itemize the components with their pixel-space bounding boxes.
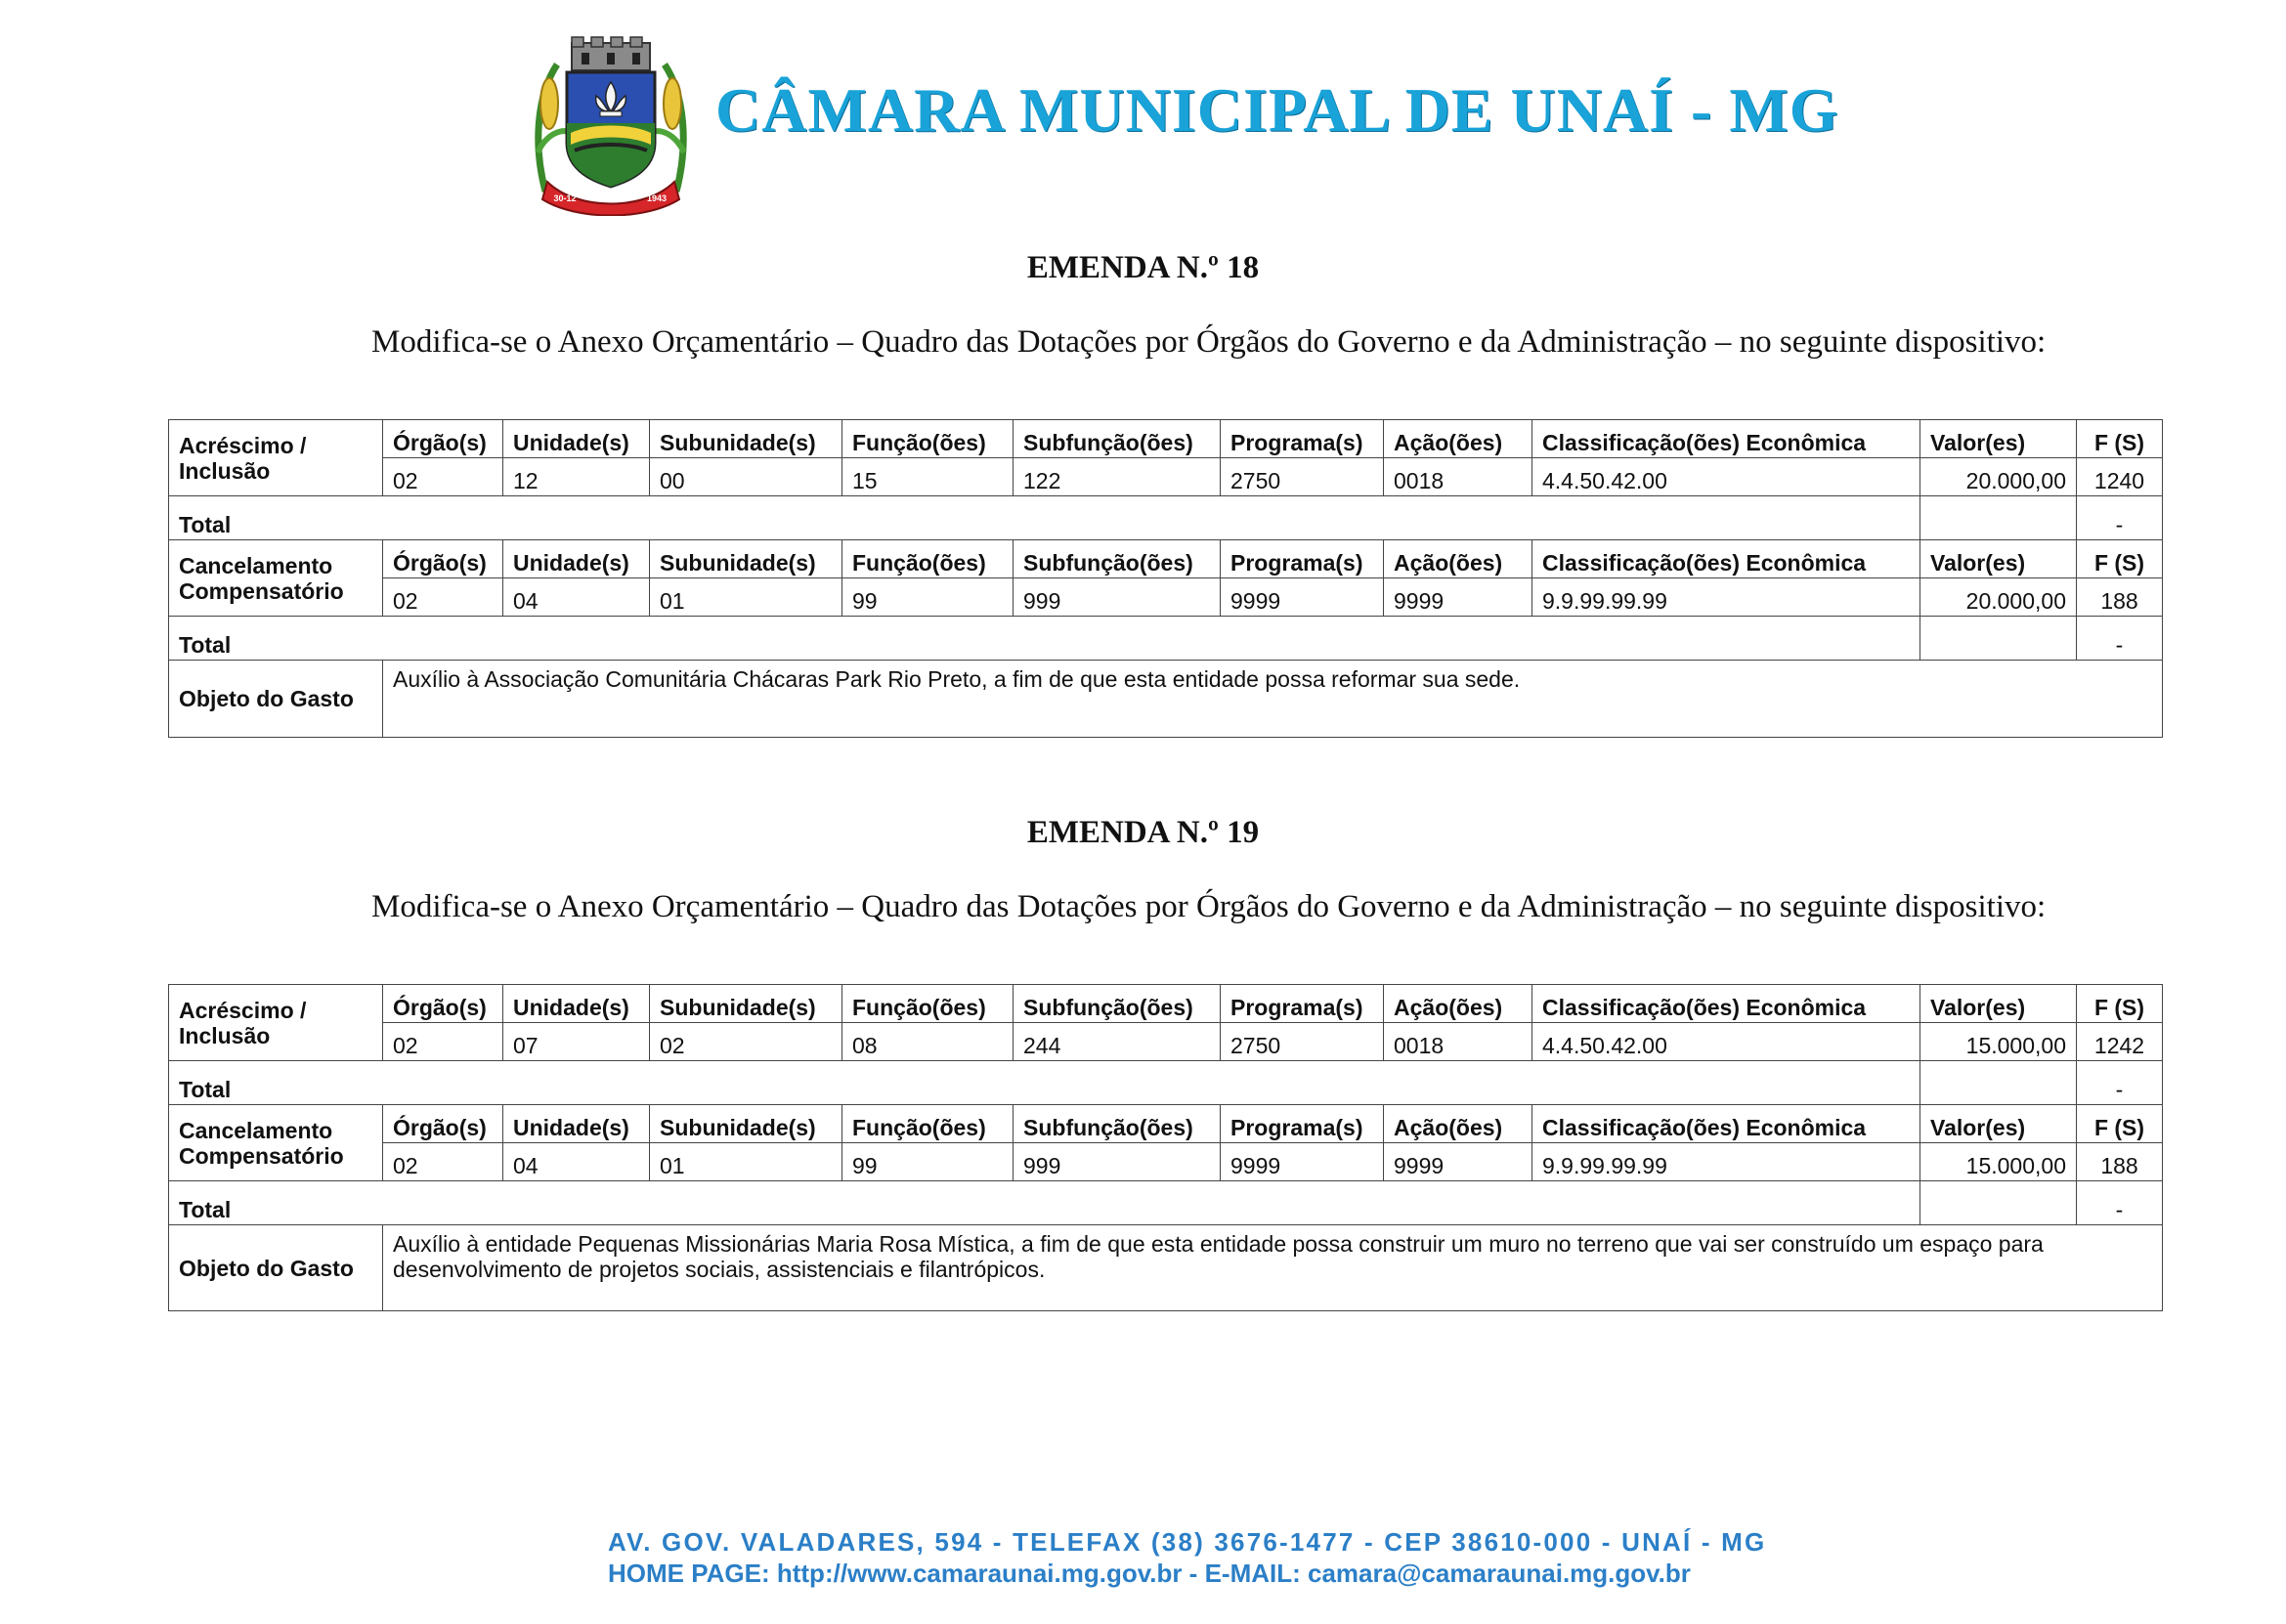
col-unidade: Unidade(s): [503, 1105, 650, 1143]
col-funcao: Função(ões): [842, 985, 1014, 1023]
municipal-coat-of-arms: [528, 35, 694, 216]
cell-fs: 188: [2077, 1143, 2163, 1181]
cell-funcao: 08: [842, 1023, 1014, 1061]
seal-ribbon-text: UNAÍ: [595, 187, 626, 201]
cancellation-header-row: [169, 1105, 2163, 1143]
col-subfuncao: Subfunção(ões): [1014, 420, 1221, 458]
cell-orgao: 02: [383, 1023, 503, 1061]
cell-unidade: 04: [503, 578, 650, 617]
cancellation-total-row: [169, 617, 2163, 661]
total-label: Total: [169, 496, 1920, 540]
cell-subfuncao: 244: [1014, 1023, 1221, 1061]
col-classificacao: Classificação(ões) Econômica: [1532, 985, 1920, 1023]
cell-acao: 0018: [1384, 458, 1532, 496]
amendment-intro: Modifica-se o Anexo Orçamentário – Quadro das Dotações por Órgãos do Governo e da Administração – no seguinte dispositivo:: [371, 324, 2047, 360]
footer-contact: HOME PAGE: http://www.camaraunai.mg.gov.br - E-MAIL: camara@camaraunai.mg.gov.br: [608, 1559, 1691, 1588]
footer-address: AV. GOV. VALADARES, 594 - TELEFAX (38) 3676-1477 - CEP 38610-000 - UNAÍ - MG: [608, 1527, 1767, 1557]
cell-acao: 9999: [1384, 1143, 1532, 1181]
cell-orgao: 02: [383, 458, 503, 496]
expense-object-text: Auxílio à Associação Comunitária Chácaras Park Rio Preto, a fim de que esta entidade possa reformar sua sede.: [383, 661, 2163, 738]
col-valor: Valor(es): [1920, 1105, 2077, 1143]
col-acao: Ação(ões): [1384, 985, 1532, 1023]
col-fs: F (S): [2077, 540, 2163, 578]
cell-fs: 1242: [2077, 1023, 2163, 1061]
col-programa: Programa(s): [1221, 420, 1384, 458]
col-fs: F (S): [2077, 420, 2163, 458]
total-fs: -: [2077, 617, 2163, 661]
cancellation-label: Cancelamento Compensatório: [169, 540, 383, 617]
col-subfuncao: Subfunção(ões): [1014, 985, 1221, 1023]
expense-object-label: Objeto do Gasto: [169, 1225, 383, 1311]
col-subfuncao: Subfunção(ões): [1014, 540, 1221, 578]
expense-object-text: Auxílio à entidade Pequenas Missionárias Maria Rosa Mística, a fim de que esta entidade possa construir um muro no terreno que vai ser construído um espaço para desenvolvimento de projetos sociais, assistenciais e filantrópicos.: [383, 1225, 2163, 1311]
cell-funcao: 99: [842, 1143, 1014, 1181]
cell-subfuncao: 122: [1014, 458, 1221, 496]
col-funcao: Função(ões): [842, 540, 1014, 578]
col-acao: Ação(ões): [1384, 540, 1532, 578]
col-orgao: Órgão(s): [383, 540, 503, 578]
col-classificacao: Classificação(ões) Econômica: [1532, 540, 1920, 578]
col-unidade: Unidade(s): [503, 420, 650, 458]
seal-right-date: 1943: [646, 193, 668, 203]
page-footer: [608, 1526, 1766, 1589]
col-fs: F (S): [2077, 1105, 2163, 1143]
cell-funcao: 15: [842, 458, 1014, 496]
cell-valor: 20.000,00: [1920, 458, 2077, 496]
cell-subunidade: 01: [650, 1143, 842, 1181]
col-subunidade: Subunidade(s): [650, 540, 842, 578]
cell-subunidade: 02: [650, 1023, 842, 1061]
total-valor: [1920, 1181, 2077, 1225]
addition-header-row: [169, 420, 2163, 458]
col-orgao: Órgão(s): [383, 985, 503, 1023]
cell-valor: 20.000,00: [1920, 578, 2077, 617]
total-valor: [1920, 1061, 2077, 1105]
total-fs: -: [2077, 1181, 2163, 1225]
col-subunidade: Subunidade(s): [650, 985, 842, 1023]
cell-programa: 9999: [1221, 578, 1384, 617]
expense-object-label: Objeto do Gasto: [169, 661, 383, 738]
cell-subunidade: 00: [650, 458, 842, 496]
addition-header-row: [169, 985, 2163, 1023]
cancellation-values-row: [169, 578, 2163, 617]
cell-unidade: 12: [503, 458, 650, 496]
addition-total-row: [169, 496, 2163, 540]
cancellation-label: Cancelamento Compensatório: [169, 1105, 383, 1181]
cell-subfuncao: 999: [1014, 1143, 1221, 1181]
col-acao: Ação(ões): [1384, 420, 1532, 458]
cell-unidade: 04: [503, 1143, 650, 1181]
cell-unidade: 07: [503, 1023, 650, 1061]
col-classificacao: Classificação(ões) Econômica: [1532, 1105, 1920, 1143]
cell-acao: 9999: [1384, 578, 1532, 617]
addition-values-row: [169, 458, 2163, 496]
col-subfuncao: Subfunção(ões): [1014, 1105, 1221, 1143]
cell-subunidade: 01: [650, 578, 842, 617]
cell-programa: 9999: [1221, 1143, 1384, 1181]
amendment-title: EMENDA N.º 18: [1026, 250, 1260, 285]
total-label: Total: [169, 617, 1920, 661]
col-valor: Valor(es): [1920, 985, 2077, 1023]
cancellation-header-row: [169, 540, 2163, 578]
col-programa: Programa(s): [1221, 985, 1384, 1023]
expense-object-row: [169, 1225, 2163, 1311]
col-unidade: Unidade(s): [503, 540, 650, 578]
col-programa: Programa(s): [1221, 540, 1384, 578]
total-valor: [1920, 617, 2077, 661]
total-fs: -: [2077, 1061, 2163, 1105]
total-label: Total: [169, 1181, 1920, 1225]
col-classificacao: Classificação(ões) Econômica: [1532, 420, 1920, 458]
col-funcao: Função(ões): [842, 1105, 1014, 1143]
expense-object-row: [169, 661, 2163, 738]
cell-acao: 0018: [1384, 1023, 1532, 1061]
total-label: Total: [169, 1061, 1920, 1105]
col-fs: F (S): [2077, 985, 2163, 1023]
col-orgao: Órgão(s): [383, 420, 503, 458]
cell-classificacao: 4.4.50.42.00: [1532, 1023, 1920, 1061]
cancellation-total-row: [169, 1181, 2163, 1225]
cell-funcao: 99: [842, 578, 1014, 617]
col-subunidade: Subunidade(s): [650, 420, 842, 458]
col-funcao: Função(ões): [842, 420, 1014, 458]
cancellation-values-row: [169, 1143, 2163, 1181]
cell-classificacao: 4.4.50.42.00: [1532, 458, 1920, 496]
col-orgao: Órgão(s): [383, 1105, 503, 1143]
col-subunidade: Subunidade(s): [650, 1105, 842, 1143]
seal-left-date: 30-12: [553, 193, 577, 203]
cell-programa: 2750: [1221, 1023, 1384, 1061]
cell-classificacao: 9.9.99.99.99: [1532, 578, 1920, 617]
total-fs: -: [2077, 496, 2163, 540]
letterhead: [528, 35, 1839, 221]
cell-valor: 15.000,00: [1920, 1023, 2077, 1061]
budget-allocation-table: [168, 984, 2163, 1311]
budget-allocation-table: [168, 419, 2163, 738]
cell-classificacao: 9.9.99.99.99: [1532, 1143, 1920, 1181]
col-valor: Valor(es): [1920, 420, 2077, 458]
col-acao: Ação(ões): [1384, 1105, 1532, 1143]
cell-orgao: 02: [383, 578, 503, 617]
amendment-intro: Modifica-se o Anexo Orçamentário – Quadro das Dotações por Órgãos do Governo e da Administração – no seguinte dispositivo:: [371, 889, 2047, 924]
col-programa: Programa(s): [1221, 1105, 1384, 1143]
col-valor: Valor(es): [1920, 540, 2077, 578]
organization-name: CÂMARA MUNICIPAL DE UNAÍ - MG: [715, 75, 1839, 145]
total-valor: [1920, 496, 2077, 540]
addition-total-row: [169, 1061, 2163, 1105]
cell-fs: 188: [2077, 578, 2163, 617]
addition-values-row: [169, 1023, 2163, 1061]
cell-subfuncao: 999: [1014, 578, 1221, 617]
addition-label: Acréscimo / Inclusão: [169, 985, 383, 1061]
addition-label: Acréscimo / Inclusão: [169, 420, 383, 496]
cell-valor: 15.000,00: [1920, 1143, 2077, 1181]
cell-fs: 1240: [2077, 458, 2163, 496]
col-unidade: Unidade(s): [503, 985, 650, 1023]
amendment-title: EMENDA N.º 19: [1026, 815, 1260, 850]
cell-programa: 2750: [1221, 458, 1384, 496]
cell-orgao: 02: [383, 1143, 503, 1181]
